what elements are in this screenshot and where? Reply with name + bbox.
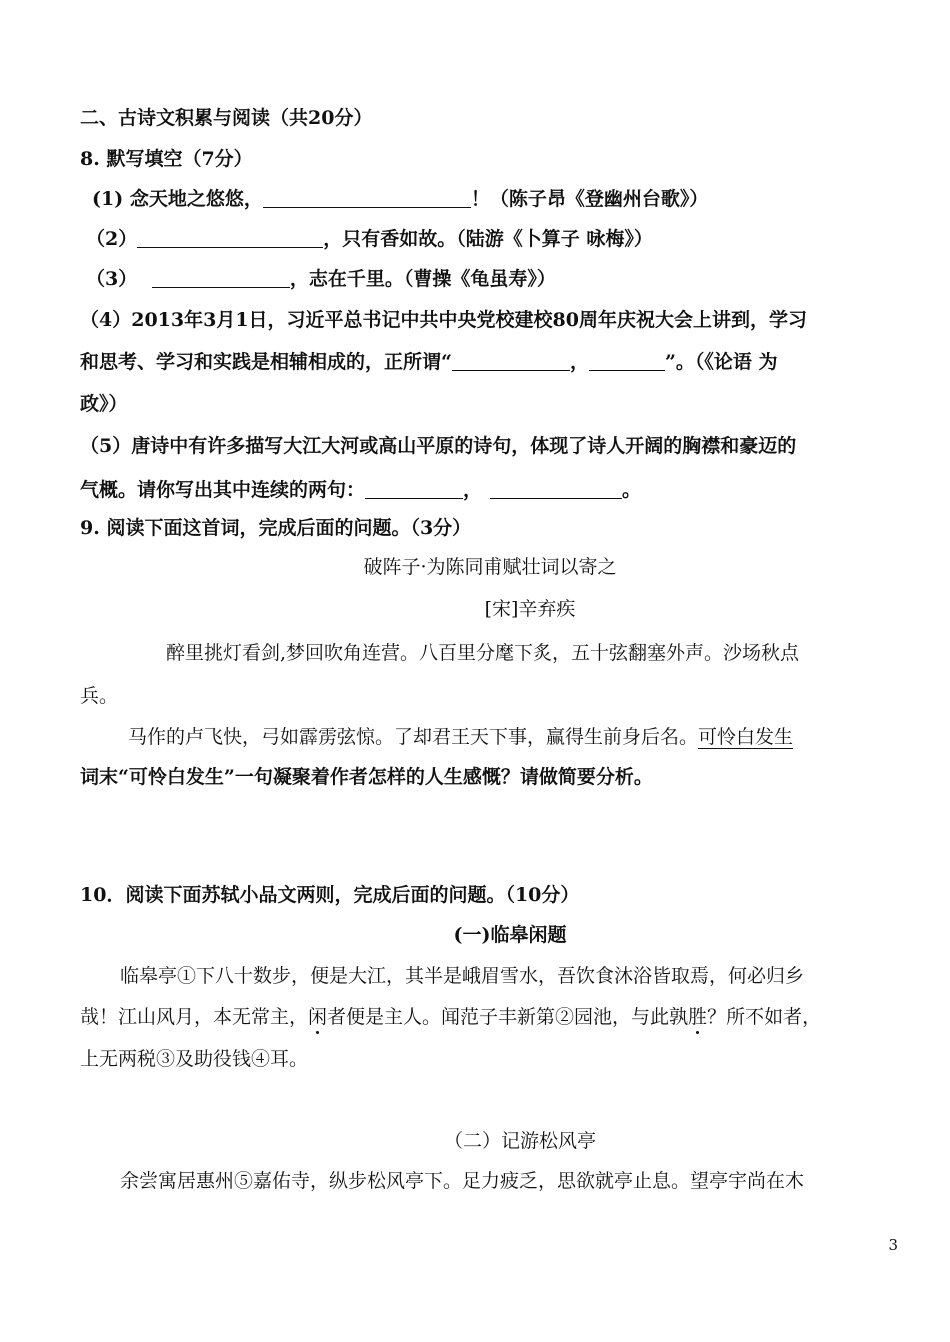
emphasis-char: 胜	[688, 1006, 708, 1028]
answer-blank[interactable]	[263, 187, 471, 208]
answer-blank[interactable]	[365, 478, 463, 499]
q8-item-4-line2: 和思考、学习和实践是相辅相成的，正所谓“ ， ”。（《论语 为	[80, 351, 778, 373]
q8-item-1: (1) 念天地之悠悠， ！（陈子昂《登幽州台歌》）	[92, 188, 709, 210]
q8-title: 8. 默写填空（7分）	[80, 148, 253, 170]
answer-blank[interactable]	[589, 350, 665, 371]
poem-author: [宋]辛弃疾	[484, 598, 576, 620]
poem-title: 破阵子·为陈同甫赋壮词以寄之	[363, 556, 617, 578]
poem-stanza-1-line1: 醉里挑灯看剑,梦回吹角连营。八百里分麾下炙，五十弦翻塞外声。沙场秋点	[166, 642, 800, 664]
passage-1-title: (一)临皋闲题	[453, 924, 567, 946]
passage-1-line1: 临皋亭①下八十数步，便是大江，其半是峨眉雪水，吾饮食沐浴皆取焉，何必归乡	[120, 965, 805, 987]
q8-item-3: （3） ，志在千里。（曹操《龟虽寿》）	[86, 268, 556, 290]
poem-stanza-1-line2: 兵。	[80, 685, 119, 707]
answer-blank[interactable]	[490, 478, 622, 499]
q9-question: 词末“可怜白发生”一句凝聚着作者怎样的人生感慨？请做简要分析。	[80, 766, 653, 788]
underlined-phrase: 可怜白发生	[698, 726, 794, 748]
q8-item-4-line1: （4）2013年3月1日，习近平总书记中共中央党校建校80周年庆祝大会上讲到，学习	[80, 309, 807, 331]
answer-blank[interactable]	[452, 350, 570, 371]
passage-2-line1: 余尝寓居惠州⑤嘉佑寺，纵步松风亭下。足力疲乏，思欲就亭止息。望亭宇尚在木	[120, 1170, 805, 1192]
passage-1-line3: 上无两税③及助役钱④耳。	[80, 1048, 309, 1070]
passage-2-title: （二）记游松风亭	[443, 1130, 596, 1152]
passage-1-line2: 哉！江山风月，本无常主，闲者便是主人。闻范子丰新第②园池，与此孰胜？所不如者，	[80, 1006, 822, 1028]
q8-item-5-line2: 气概。请你写出其中连续的两句： ， 。	[80, 479, 642, 501]
q8-item-2: （2） ，只有香如故。（陆游《卜算子 咏梅》）	[86, 228, 653, 250]
q8-item-5-line1: （5）唐诗中有许多描写大江大河或高山平原的诗句，体现了诗人开阔的胸襟和豪迈的	[80, 435, 797, 457]
q9-title: 9. 阅读下面这首词，完成后面的问题。（3分）	[80, 517, 472, 539]
emphasis-char: 闲	[308, 1006, 328, 1028]
q10-title: 10．阅读下面苏轼小品文两则，完成后面的问题。（10分）	[80, 884, 580, 906]
section-heading: 二、古诗文积累与阅读（共20分）	[80, 107, 373, 129]
answer-blank[interactable]	[152, 267, 290, 288]
poem-stanza-2: 马作的卢飞快，弓如霹雳弦惊。了却君王天下事，赢得生前身后名。可怜白发生	[128, 726, 794, 748]
q8-item-4-line3: 政》）	[80, 393, 128, 415]
page-number: 3	[888, 1236, 898, 1254]
answer-blank[interactable]	[137, 227, 323, 248]
